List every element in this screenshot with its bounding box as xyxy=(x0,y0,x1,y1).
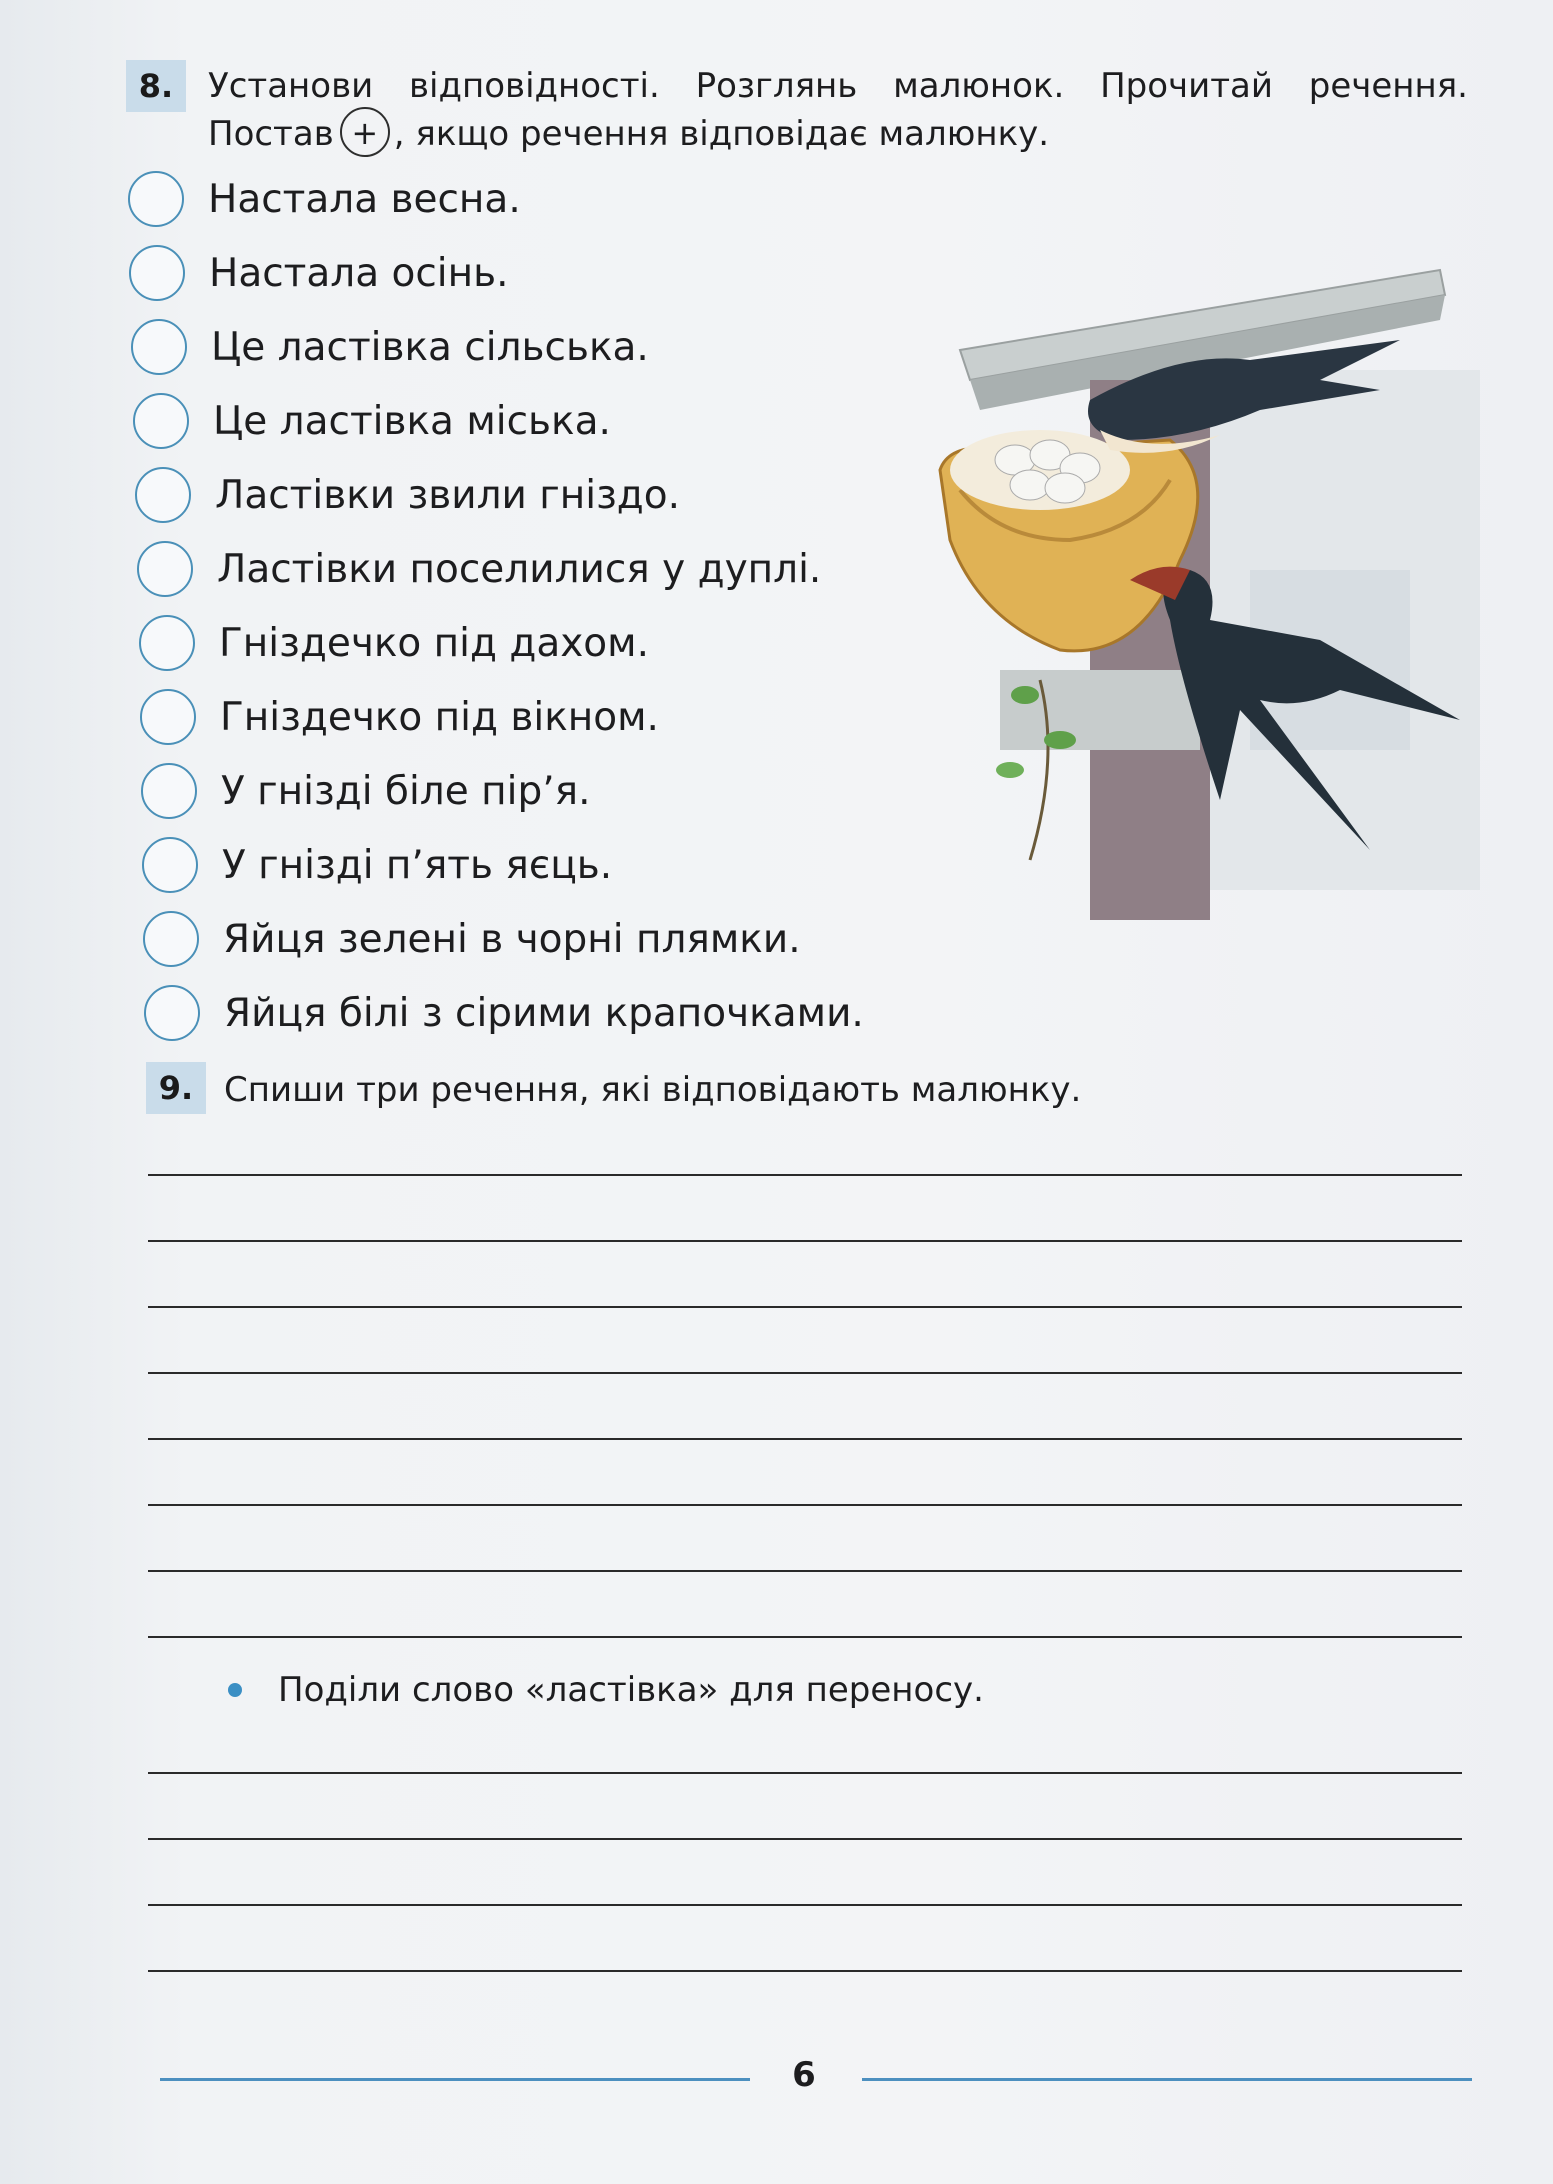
footer-rule-left xyxy=(160,2078,750,2081)
option-label: Ластівки звили гніздо. xyxy=(215,472,681,518)
option-item[interactable] xyxy=(139,612,649,674)
task-8-number: 8. xyxy=(126,60,186,112)
task-9-instruction: Спиши три речення, які відповідають малюнку. xyxy=(224,1070,1082,1110)
bullet-icon xyxy=(228,1683,242,1697)
option-item[interactable] xyxy=(142,834,612,896)
option-item[interactable] xyxy=(144,982,864,1044)
writing-line[interactable] xyxy=(148,1772,1462,1774)
option-label: Яйця білі з сірими крапочками. xyxy=(224,990,864,1036)
option-item[interactable] xyxy=(140,686,659,748)
leaf xyxy=(1011,686,1039,704)
option-item[interactable] xyxy=(133,390,611,452)
option-label: У гнізді п’ять яєць. xyxy=(222,842,613,888)
footer-rule-right xyxy=(862,2078,1472,2081)
checkbox-circle[interactable] xyxy=(140,689,196,745)
task-8-instruction-line2 xyxy=(208,110,1408,158)
task-8-instruction-start: Постав xyxy=(208,114,334,154)
option-item[interactable] xyxy=(129,242,509,304)
checkbox-circle[interactable] xyxy=(131,319,187,375)
writing-line[interactable] xyxy=(148,1240,1462,1242)
writing-line[interactable] xyxy=(148,1570,1462,1572)
checkbox-circle[interactable] xyxy=(133,393,189,449)
swallow-nest-illustration xyxy=(920,240,1480,960)
task-9-subtask: Поділи слово «ластівка» для переносу. xyxy=(278,1670,984,1710)
egg xyxy=(1045,473,1085,503)
checkbox-circle[interactable] xyxy=(129,245,185,301)
checkbox-circle[interactable] xyxy=(139,615,195,671)
writing-line[interactable] xyxy=(148,1372,1462,1374)
task-8-instruction-end: , якщо речення відповідає малюнку. xyxy=(393,114,1050,154)
option-label: Настала осінь. xyxy=(209,250,509,296)
option-label: Це ластівка міська. xyxy=(213,398,611,444)
writing-line[interactable] xyxy=(148,1174,1462,1176)
task-8-instruction-line1: Установи відповідності. Розглянь малюнок. Прочитай речення. xyxy=(208,66,1468,106)
checkbox-circle[interactable] xyxy=(142,837,198,893)
option-item[interactable] xyxy=(137,538,821,600)
checkbox-circle[interactable] xyxy=(143,911,199,967)
option-label: Настала весна. xyxy=(208,176,521,222)
leaf xyxy=(996,762,1024,778)
page-number: 6 xyxy=(792,2055,816,2095)
plus-circle-icon: + xyxy=(340,107,390,157)
option-item[interactable] xyxy=(131,316,649,378)
writing-line[interactable] xyxy=(148,1504,1462,1506)
option-item[interactable] xyxy=(128,168,521,230)
writing-line[interactable] xyxy=(148,1438,1462,1440)
option-label: Ластівки поселилися у дуплі. xyxy=(217,546,822,592)
checkbox-circle[interactable] xyxy=(137,541,193,597)
option-label: Гніздечко під дахом. xyxy=(219,620,649,666)
task-9-number: 9. xyxy=(146,1062,206,1114)
option-item[interactable] xyxy=(141,760,590,822)
writing-line[interactable] xyxy=(148,1306,1462,1308)
checkbox-circle[interactable] xyxy=(141,763,197,819)
leaf xyxy=(1044,731,1076,749)
writing-line[interactable] xyxy=(148,1636,1462,1638)
writing-line[interactable] xyxy=(148,1904,1462,1906)
checkbox-circle[interactable] xyxy=(128,171,184,227)
ledge xyxy=(1000,670,1200,750)
egg xyxy=(1010,470,1050,500)
option-label: Гніздечко під вікном. xyxy=(220,694,659,740)
writing-line[interactable] xyxy=(148,1970,1462,1972)
checkbox-circle[interactable] xyxy=(144,985,200,1041)
option-label: У гнізді біле пір’я. xyxy=(221,768,591,814)
option-item[interactable] xyxy=(135,464,680,526)
option-label: Яйця зелені в чорні плямки. xyxy=(223,916,801,962)
checkbox-circle[interactable] xyxy=(135,467,191,523)
option-item[interactable] xyxy=(143,908,801,970)
option-label: Це ластівка сільська. xyxy=(211,324,649,370)
writing-line[interactable] xyxy=(148,1838,1462,1840)
